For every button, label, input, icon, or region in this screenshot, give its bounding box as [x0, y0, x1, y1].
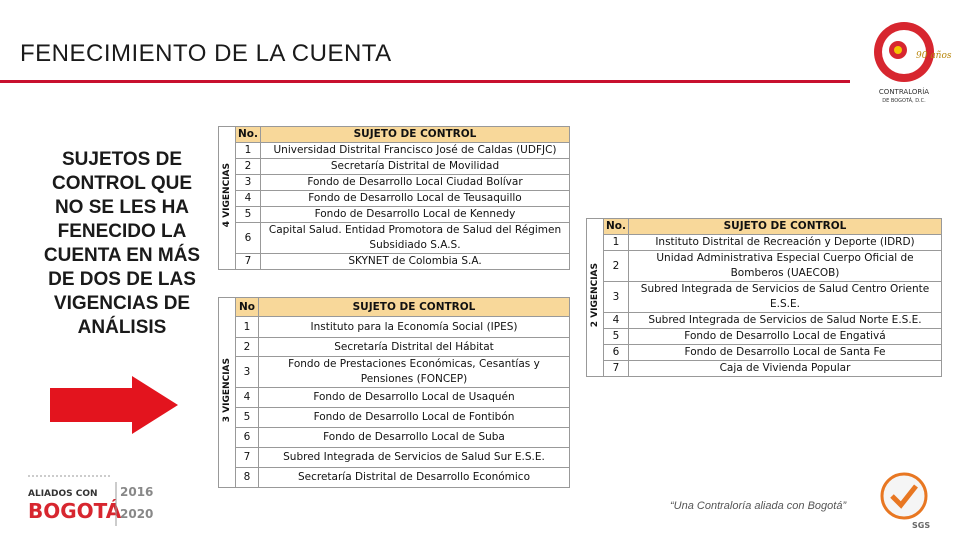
logo-left-city: BOGOTÁ — [28, 499, 122, 523]
row-no: 7 — [236, 254, 261, 270]
row-subject: SKYNET de Colombia S.A. — [261, 254, 570, 270]
col-subject-header: SUJETO DE CONTROL — [629, 219, 942, 235]
logo-left-year-1: 2016 — [120, 485, 154, 499]
table-3-label-cell — [219, 298, 236, 488]
row-no: 1 — [236, 317, 259, 338]
row-no: 1 — [236, 143, 261, 159]
row-no: 5 — [236, 207, 261, 223]
col-subject-header: SUJETO DE CONTROL — [259, 298, 570, 317]
row-subject: Secretaría Distrital del Hábitat — [259, 338, 570, 357]
row-subject: Fondo de Desarrollo Local Ciudad Bolívar — [261, 175, 570, 191]
top-bar — [0, 0, 960, 35]
title-underline — [0, 80, 850, 83]
row-subject: Fondo de Desarrollo Local de Usaquén — [259, 388, 570, 408]
logo-name: CONTRALORÍA — [878, 88, 930, 96]
row-no: 6 — [604, 345, 629, 361]
table-3-vigencias — [218, 297, 570, 488]
row-subject: Universidad Distrital Francisco José de Caldas (UDFJC) — [261, 143, 570, 159]
row-no: 1 — [604, 235, 629, 251]
contraloria-logo — [862, 18, 952, 110]
row-subject: Secretaría Distrital de Movilidad — [261, 159, 570, 175]
row-subject: Fondo de Desarrollo Local de Teusaquillo — [261, 191, 570, 207]
table-4-vigencias — [218, 126, 570, 270]
col-no-header: No. — [236, 127, 261, 143]
row-no: 4 — [604, 313, 629, 329]
row-no: 5 — [604, 329, 629, 345]
row-no: 2 — [604, 251, 629, 282]
right-arrow-icon — [50, 376, 178, 434]
row-no: 2 — [236, 159, 261, 175]
col-subject-header: SUJETO DE CONTROL — [261, 127, 570, 143]
logo-left-year-2: 2020 — [120, 507, 154, 521]
row-no: 3 — [236, 175, 261, 191]
row-no: 2 — [236, 338, 259, 357]
sgs-certification-icon — [876, 472, 932, 530]
row-subject: Fondo de Desarrollo Local de Fontibón — [259, 408, 570, 428]
sgs-label: SGS — [912, 521, 931, 530]
row-no: 8 — [236, 468, 259, 488]
row-subject: Caja de Vivienda Popular — [629, 361, 942, 377]
row-no: 6 — [236, 428, 259, 448]
row-no: 4 — [236, 191, 261, 207]
row-subject: Capital Salud. Entidad Promotora de Salud del Régimen Subsidiado S.A.S. — [261, 223, 570, 254]
logo-years: 90 años — [916, 51, 952, 61]
slogan: “Una Contraloría aliada con Bogotá” — [670, 500, 847, 512]
row-subject: Fondo de Desarrollo Local de Engativá — [629, 329, 942, 345]
logo-sub: DE BOGOTÁ, D.C. — [882, 98, 926, 104]
row-no: 7 — [604, 361, 629, 377]
row-subject: Unidad Administrativa Especial Cuerpo Oficial de Bomberos (UAECOB) — [629, 251, 942, 282]
row-no: 7 — [236, 448, 259, 468]
table-2-vigencias — [586, 218, 942, 377]
table-3-label: 3 VIGENCIAS — [221, 357, 232, 423]
col-no-header: No. — [604, 219, 629, 235]
side-caption: SUJETOS DE CONTROL QUE NO SE LES HA FENECIDO LA CUENTA EN MÁS DE DOS DE LAS VIGENCIAS DE ANÁLISIS — [43, 149, 201, 338]
table-4-label: 4 VIGENCIAS — [221, 163, 232, 228]
row-no: 5 — [236, 408, 259, 428]
row-subject: Instituto para la Economía Social (IPES) — [259, 317, 570, 338]
page-title: FENECIMIENTO DE LA CUENTA — [20, 40, 392, 67]
row-subject: Subred Integrada de Servicios de Salud Sur E.S.E. — [259, 448, 570, 468]
logo-left-top: ALIADOS CON — [28, 489, 98, 499]
row-no: 3 — [236, 357, 259, 388]
row-subject: Fondo de Desarrollo Local de Suba — [259, 428, 570, 448]
row-subject: Secretaría Distrital de Desarrollo Económico — [259, 468, 570, 488]
col-no-header: No — [236, 298, 259, 317]
row-no: 6 — [236, 223, 261, 254]
bogota-alcaldia-logo — [28, 470, 163, 530]
table-2-label: 2 VIGENCIAS — [589, 262, 600, 328]
row-no: 4 — [236, 388, 259, 408]
row-subject: Subred Integrada de Servicios de Salud Norte E.S.E. — [629, 313, 942, 329]
row-subject: Instituto Distrital de Recreación y Deporte (IDRD) — [629, 235, 942, 251]
table-4-label-cell — [219, 127, 236, 270]
row-subject: Fondo de Prestaciones Económicas, Cesantías y Pensiones (FONCEP) — [259, 357, 570, 388]
table-2-label-cell — [587, 219, 604, 377]
row-no: 3 — [604, 282, 629, 313]
row-subject: Fondo de Desarrollo Local de Santa Fe — [629, 345, 942, 361]
row-subject: Fondo de Desarrollo Local de Kennedy — [261, 207, 570, 223]
row-subject: Subred Integrada de Servicios de Salud Centro Oriente E.S.E. — [629, 282, 942, 313]
